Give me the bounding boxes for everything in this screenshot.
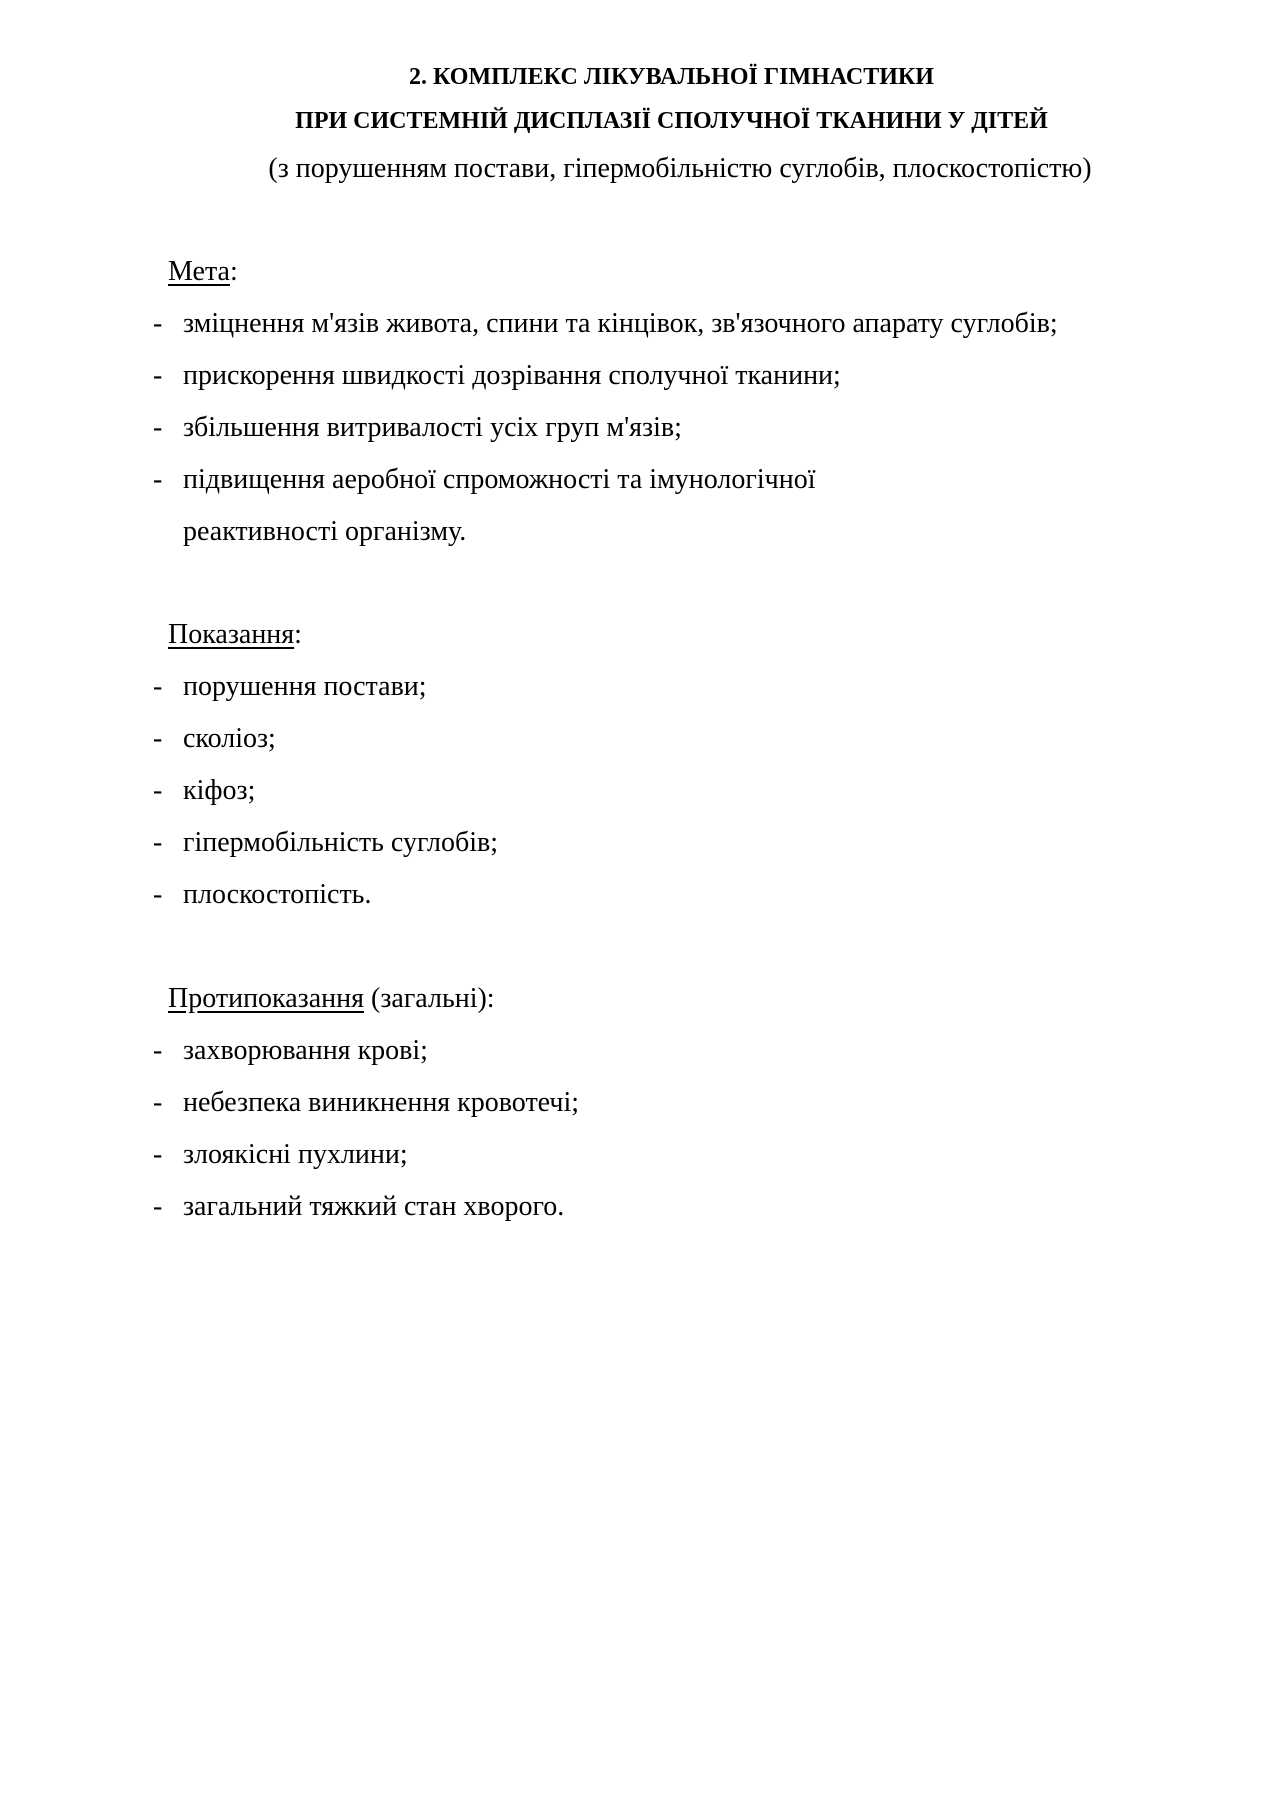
bullet-dash: - [153, 308, 163, 339]
bullet-dash: - [153, 775, 163, 806]
bullet-dash: - [153, 723, 163, 754]
bullet-dash: - [153, 464, 163, 495]
indications-heading-label: Показання [168, 619, 295, 650]
bullet-dash: - [153, 1139, 163, 1170]
contraindications-heading-suffix: (загальні): [364, 983, 495, 1014]
goal-heading-suffix: : [229, 256, 238, 287]
bullet-dash: - [153, 1191, 163, 1222]
bullet-dash: - [153, 879, 163, 910]
indication-item-text: порушення постави; [183, 671, 427, 702]
goal-heading-label: Мета [168, 256, 230, 287]
bullet-dash: - [153, 671, 163, 702]
goal-item-text: зміцнення м'язів живота, спини та кінцівок, зв'язочного апарату суглобів; [183, 308, 1058, 339]
indication-item-text: плоскостопість. [183, 879, 372, 910]
bullet-dash: - [153, 1087, 163, 1118]
document-title-line-1: 2. КОМПЛЕКС ЛІКУВАЛЬНОЇ ГІМНАСТИКИ [409, 64, 934, 90]
contraindications-heading [168, 982, 495, 1016]
goal-item-text: збільшення витривалості усіх груп м'язів; [183, 412, 682, 443]
indication-item-text: гіпермобільність суглобів; [183, 827, 499, 858]
contraindication-item-text: захворювання крові; [183, 1035, 428, 1066]
document-subtitle: (з порушенням постави, гіпермобільністю суглобів, плоскостопістю) [268, 153, 1092, 184]
indications-heading [168, 618, 302, 652]
goal-item-line-2: реактивності організму. [183, 516, 467, 547]
indication-item-text: сколіоз; [183, 723, 276, 754]
bullet-dash: - [153, 827, 163, 858]
bullet-dash: - [153, 360, 163, 391]
bullet-dash: - [153, 1035, 163, 1066]
indication-item-text: кіфоз; [183, 775, 256, 806]
contraindication-item-text: загальний тяжкий стан хворого. [183, 1191, 565, 1222]
contraindication-item-text: небезпека виникнення кровотечі; [183, 1087, 580, 1118]
goal-item-text: прискорення швидкості дозрівання сполучної тканини; [183, 360, 841, 391]
bullet-dash: - [153, 412, 163, 443]
document-title-line-2: ПРИ СИСТЕМНІЙ ДИСПЛАЗІЇ СПОЛУЧНОЇ ТКАНИНИ У ДІТЕЙ [295, 108, 1048, 134]
indications-heading-suffix: : [294, 619, 302, 650]
goal-item-text [183, 463, 1143, 567]
goal-heading [168, 255, 238, 289]
contraindication-item-text: злоякісні пухлини; [183, 1139, 408, 1170]
goal-item-line-1: підвищення аеробної спроможності та імунологічної [183, 464, 816, 495]
contraindications-heading-label: Протипоказання [168, 983, 364, 1014]
